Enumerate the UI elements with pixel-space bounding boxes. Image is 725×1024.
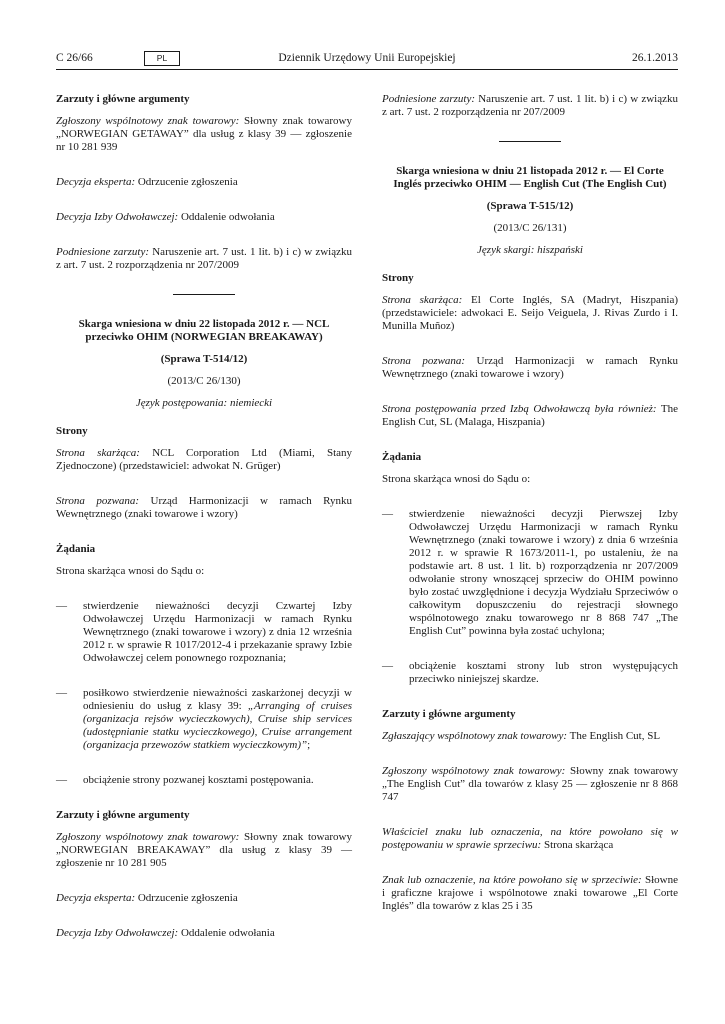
paragraph: Właściciel znaku lub oznaczenia, na które powołano się w postępowaniu w sprawie sprzeciwu: Strona skarżąca	[382, 826, 678, 851]
case-title: Skarga wniesiona w dniu 22 listopada 2012 r. — NCL przeciwko OHIM (NORWEGIAN BREAKAWAY)	[78, 318, 330, 343]
paragraph: Podniesione zarzuty: Naruszenie art. 7 ust. 1 lit. b) i c) w związku z art. 7 ust. 2 rozporządzenia nr 207/2009	[382, 93, 678, 118]
section-heading: Zarzuty i główne argumenty	[382, 708, 516, 720]
case-title: Skarga wniesiona w dniu 21 listopada 2012 r. — El Corte Inglés przeciwko OHIM — English Cut (The English Cut)	[393, 165, 667, 190]
page-header	[56, 52, 678, 68]
language-badge: PL	[144, 51, 180, 66]
paragraph: Decyzja Izby Odwoławczej: Oddalenie odwołania	[56, 927, 275, 939]
claims-heading: Żądania	[382, 451, 422, 463]
header-rule	[56, 69, 678, 70]
claims-intro: Strona skarżąca wnosi do Sądu o:	[382, 473, 531, 485]
journal-code: C 26/66	[56, 52, 93, 64]
paragraph: Decyzja eksperta: Odrzucenie zgłoszenia	[56, 892, 238, 904]
journal-title: Dziennik Urzędowy Unii Europejskiej	[278, 52, 456, 64]
case-reference: (2013/C 26/131)	[493, 222, 567, 234]
paragraph: Znak lub oznaczenie, na które powołano się w sprzeciwie: Słowne i graficzne krajowe i wspólnotowe znaki towarowe „El Corte Inglés” dla towarów z klas 25 i 35	[382, 874, 678, 912]
right-column	[382, 93, 678, 935]
parties-heading: Strony	[56, 425, 88, 437]
paragraph: Zgłoszony wspólnotowy znak towarowy: Słowny znak towarowy „NORWEGIAN GETAWAY” dla usług z klasy 39 — zgłoszenie nr 10 281 939	[56, 115, 352, 153]
paragraph: Zgłoszony wspólnotowy znak towarowy: Słowny znak towarowy „NORWEGIAN BREAKAWAY” dla usług z klasy 39 — zgłoszenie nr 10 281 905	[56, 831, 352, 869]
paragraph: Podniesione zarzuty: Naruszenie art. 7 ust. 1 lit. b) i c) w związku z art. 7 ust. 2 rozporządzenia nr 207/2009	[56, 246, 352, 271]
applicant: Strona skarżąca: NCL Corporation Ltd (Miami, Stany Zjednoczone) (przedstawiciel: adwokat N. Grüger)	[56, 447, 353, 472]
case-number: (Sprawa T-514/12)	[160, 353, 248, 365]
separator-rule	[499, 141, 561, 142]
applicant: Strona skarżąca: El Corte Inglés, SA (Madryt, Hiszpania) (przedstawiciele: adwokaci E. Seijo Veiguela, J. Rivas Zurdo i I. Munilla Muñoz)	[382, 294, 678, 332]
case-number: (Sprawa T-515/12)	[486, 200, 574, 212]
section-heading: Zarzuty i główne argumenty	[56, 93, 190, 105]
claim-item: — posiłkowo stwierdzenie nieważności zaskarżonej decyzji w odniesieniu do usług z klasy 39: „Arranging of cruises (organizacja rejsów wycieczkowych), Cruise ship services (udostępnianie statku wycieczkowego), Cruise arrangement (organizacja przewozów statkiem wycieczkowym)”;	[56, 687, 352, 751]
case-reference: (2013/C 26/130)	[167, 375, 241, 387]
other-party: Strona postępowania przed Izbą Odwoławczą była również: The English Cut, SL (Malaga, Hiszpania)	[382, 403, 678, 428]
claim-item: — stwierdzenie nieważności decyzji Pierwszej Izby Odwoławczej Urzędu Harmonizacji w ramach Rynku Wewnętrznego (znaki towarowe i wzory) z dnia 6 września 2012 r. w sprawie R 1673/2011-1, po ustaleniu, że na podstawie art. 8 ust. 1 lit. b) rozporządzenia nr 207/2009 odwołanie strony wnoszącej sprzeciw do OHIM powinno było zostać uwzględnione i decyzja Wydziału Sprzeciwów o całkowitym dopuszczeniu do rejestracji słownego wspólnotowego znaku towarowego nr 8 868 747 „The English Cut” powinna była zostać uchylona;	[382, 508, 678, 637]
left-column	[56, 93, 352, 962]
defendant: Strona pozwana: Urząd Harmonizacji w ramach Rynku Wewnętrznego (znaki towarowe i wzory)	[382, 355, 678, 380]
paragraph: Zgłaszający wspólnotowy znak towarowy: The English Cut, SL	[382, 730, 661, 742]
separator-rule	[173, 294, 235, 295]
claims-intro: Strona skarżąca wnosi do Sądu o:	[56, 565, 205, 577]
claim-item: — obciążenie kosztami strony lub stron występujących przeciwko niniejszej skardze.	[382, 660, 678, 685]
paragraph: Decyzja eksperta: Odrzucenie zgłoszenia	[56, 176, 238, 188]
claims-heading: Żądania	[56, 543, 96, 555]
defendant: Strona pozwana: Urząd Harmonizacji w ramach Rynku Wewnętrznego (znaki towarowe i wzory)	[56, 495, 352, 520]
paragraph: Zgłoszony wspólnotowy znak towarowy: Słowny znak towarowy „The English Cut” dla towarów z klasy 25 — zgłoszenie nr 8 868 747	[382, 765, 678, 803]
paragraph: Decyzja Izby Odwoławczej: Oddalenie odwołania	[56, 211, 275, 223]
claim-item: — obciążenie strony pozwanej kosztami postępowania.	[56, 774, 314, 786]
parties-heading: Strony	[382, 272, 414, 284]
section-heading: Zarzuty i główne argumenty	[56, 809, 190, 821]
issue-date: 26.1.2013	[632, 52, 678, 64]
claim-item: — stwierdzenie nieważności decyzji Czwartej Izby Odwoławczej Urzędu Harmonizacji w ramach Rynku Wewnętrznego (znaki towarowe i wzory) z dnia 12 września 2012 r. w sprawie R 1017/2012-4 i przekazanie sprawy Izbie Odwoławczej celem ponownego rozpoznania;	[56, 600, 352, 664]
case-language: Język skargi: hiszpański	[477, 244, 583, 256]
case-language: Język postępowania: niemiecki	[135, 397, 273, 409]
